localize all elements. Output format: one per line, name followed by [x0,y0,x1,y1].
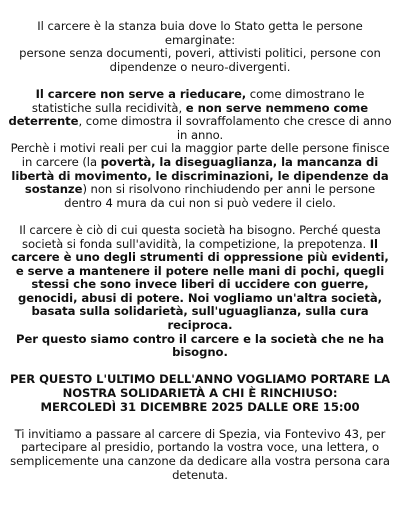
society-paragraph [8,224,392,360]
recidivism-text: come dimostrano le statistiche sulla recidività, [31,86,365,115]
society-needs-text: Il carcere è ciò di cui questa società ha bisogno. Perché questa società si fonda sull'avidità, la competizione, la prepotenza. [19,222,381,251]
claim-no-reeducation: Il carcere non serve a rieducare, [35,86,247,101]
claim-no-deterrent: e non serve nemmeno come deterrente [8,100,369,129]
reeducation-paragraph [8,88,392,210]
event-date-time: MERCOLEDÌ 31 DICEMBRE 2025 DALLE ORE 15:00 [40,399,360,414]
oppression-statement: Il carcere è uno degli strumenti di oppressione più evidenti, e serve a mantenere il potere nelle mani di pochi, quegli stessi che sono invece liberi di uccidere con guerre, genocidi, abusi di potere. Noi vogliamo un'altra società, basata sulla solidarietà, sull'uguaglianza, sulla cura reciproca. [11,236,389,333]
against-prison-statement: Per questo siamo contro il carcere e la società che ne ha bisogno. [16,331,384,360]
intro-line-1: Il carcere è la stanza buia dove lo Stato getta le persone emarginate: [37,19,363,47]
intro-line-2: persone senza documenti, poveri, attivisti politici, persone con dipendenze o neuro-divergenti. [19,46,381,74]
four-walls-text: ) non si risolvono rinchiudendo per anni le persone dentro 4 mura da cui non si può vedere il cielo. [64,182,376,210]
invite-paragraph [8,428,392,482]
overcrowding-text: , come dimostra il sovraffolamento che cresce di anno in anno. [78,114,392,142]
invite-text: Ti invitiamo a passare al carcere di Spezia, via Fontevivo 43, per partecipare al presidio, portando la vostra voce, una lettera, o semplicemente una canzone da dedicare alla vostra persona cara detenuta. [10,426,390,482]
intro-paragraph [8,20,392,74]
announcement-line-1: PER QUESTO L'ULTIMO DELL'ANNO VOGLIAMO PORTARE LA NOSTRA SOLIDARIETÀ A CHI È RINCHIUSO: [9,372,391,401]
announcement-paragraph [8,373,392,414]
real-reasons-list: povertà, la diseguaglianza, la mancanza di libertà di movimento, le discriminazioni, le dipendenze da sostanze [11,154,389,197]
real-reasons-text: Perchè i motivi reali per cui la maggior parte delle persone finisce in carcere (la [10,141,390,169]
